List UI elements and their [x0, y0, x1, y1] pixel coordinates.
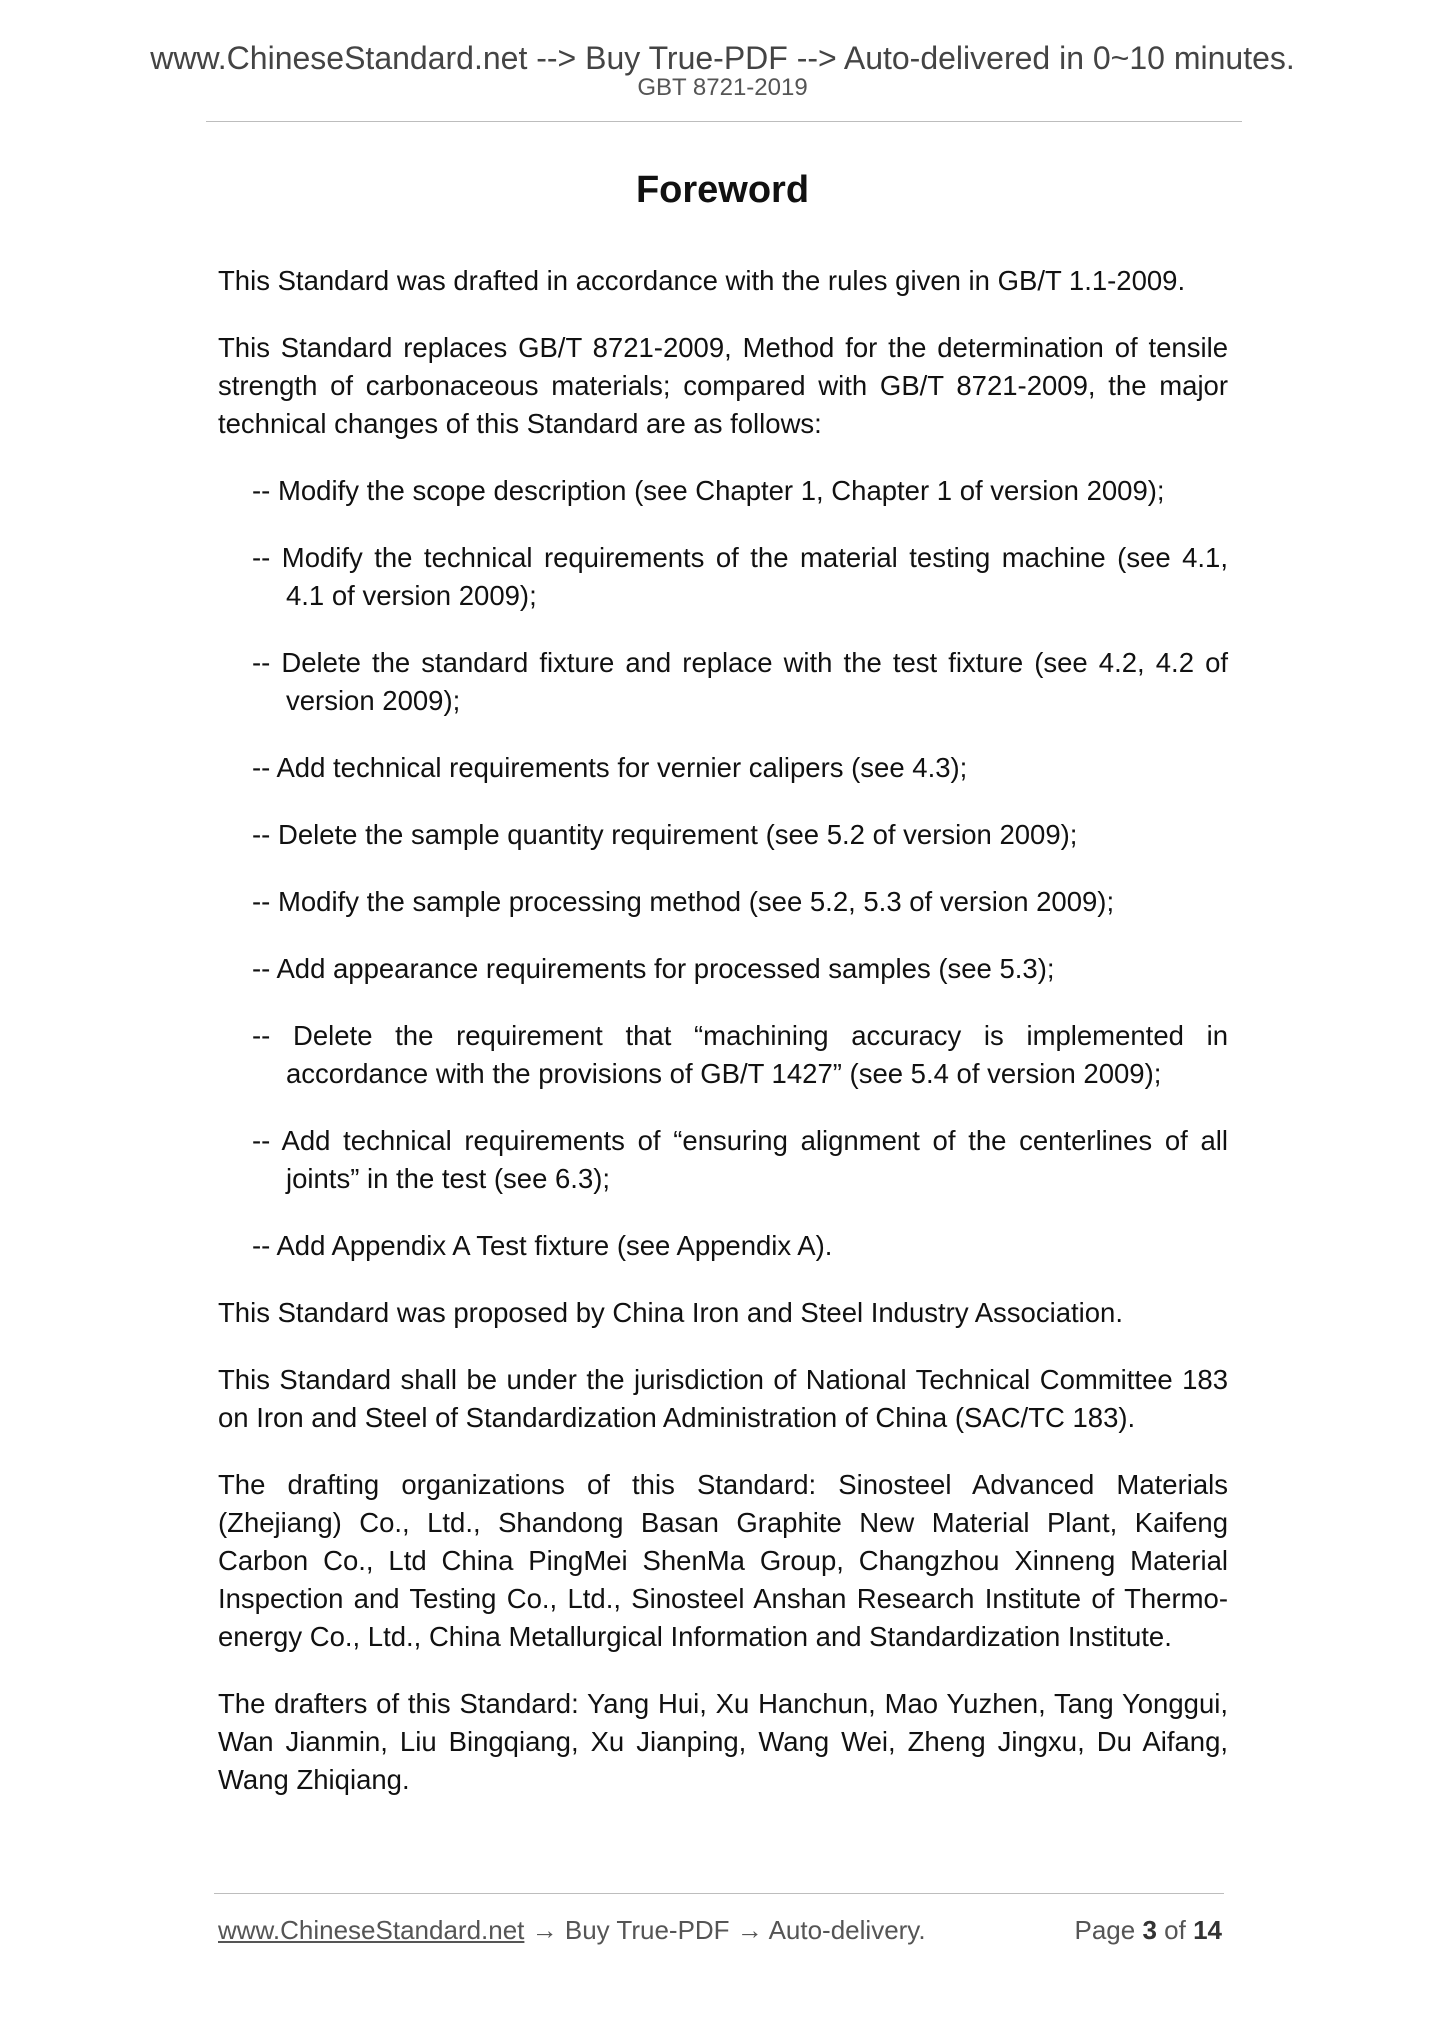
- change-item: -- Delete the sample quantity requirement (see 5.2 of version 2009);: [252, 819, 1078, 850]
- page-current: 3: [1142, 1915, 1157, 1945]
- change-item: -- Add appearance requirements for processed samples (see 5.3);: [252, 953, 1055, 984]
- standard-code: GBT 8721-2019: [637, 74, 808, 101]
- footer-website-link[interactable]: www.ChineseStandard.net: [218, 1915, 525, 1945]
- paragraph-proposed-by: This Standard was proposed by China Iron and Steel Industry Association.: [218, 1297, 1123, 1328]
- change-item: -- Modify the technical requirements of the material testing machine (see 4.1, 4.1 of version 2009);: [252, 542, 1228, 611]
- footer-tagline-text: → Buy True-PDF → Auto-delivery.: [524, 1915, 926, 1945]
- page-total: 14: [1193, 1915, 1222, 1945]
- paragraph-drafting-rules: This Standard was drafted in accordance with the rules given in GB/T 1.1-2009.: [218, 265, 1186, 296]
- header-banner: www.ChineseStandard.net --> Buy True-PDF --> Auto-delivered in 0~10 minutes.: [150, 40, 1295, 76]
- change-item: -- Modify the sample processing method (see 5.2, 5.3 of version 2009);: [252, 886, 1115, 917]
- header-divider: [206, 121, 1242, 122]
- footer-tagline: [218, 1914, 926, 1946]
- foreword-body: [218, 262, 1228, 1828]
- footer-divider: [214, 1893, 1224, 1894]
- change-item: -- Modify the scope description (see Chapter 1, Chapter 1 of version 2009);: [252, 475, 1165, 506]
- page-number: [1074, 1914, 1222, 1946]
- page-of-label: of: [1164, 1915, 1186, 1945]
- paragraph-drafting-organizations: The drafting organizations of this Standard: Sinosteel Advanced Materials (Zhejiang) Co., Ltd., Shandong Basan Graphite New Material Plant, Kaifeng Carbon Co., Ltd China PingMei ShenMa Group, Changzhou Xinneng Material Inspection and Testing Co., Ltd., Sinosteel Anshan Research Institute of Thermo-energy Co., Ltd., China Metallurgical Information and Standardization Institute.: [218, 1469, 1228, 1652]
- page-title: Foreword: [635, 169, 810, 211]
- page-label: Page: [1074, 1915, 1136, 1945]
- change-item: -- Add Appendix A Test fixture (see Appendix A).: [252, 1230, 833, 1261]
- change-item: -- Add technical requirements of “ensuring alignment of the centerlines of all joints” in the test (see 6.3);: [252, 1125, 1228, 1194]
- change-item: -- Delete the requirement that “machining accuracy is implemented in accordance with the provisions of GB/T 1427” (see 5.4 of version 2009);: [252, 1020, 1228, 1089]
- paragraph-drafters: The drafters of this Standard: Yang Hui, Xu Hanchun, Mao Yuzhen, Tang Yonggui, Wan Jianmin, Liu Bingqiang, Xu Jianping, Wang Wei, Zheng Jingxu, Du Aifang, Wang Zhiqiang.: [218, 1688, 1228, 1795]
- paragraph-replaces: This Standard replaces GB/T 8721-2009, Method for the determination of tensile strength of carbonaceous materials; compared with GB/T 8721-2009, the major technical changes of this Standard are as follows:: [218, 332, 1228, 439]
- change-item: -- Delete the standard fixture and replace with the test fixture (see 4.2, 4.2 of version 2009);: [252, 647, 1228, 716]
- change-item: -- Add technical requirements for vernier calipers (see 4.3);: [252, 752, 968, 783]
- paragraph-jurisdiction: This Standard shall be under the jurisdiction of National Technical Committee 183 on Iron and Steel of Standardization Administration of China (SAC/TC 183).: [218, 1364, 1228, 1433]
